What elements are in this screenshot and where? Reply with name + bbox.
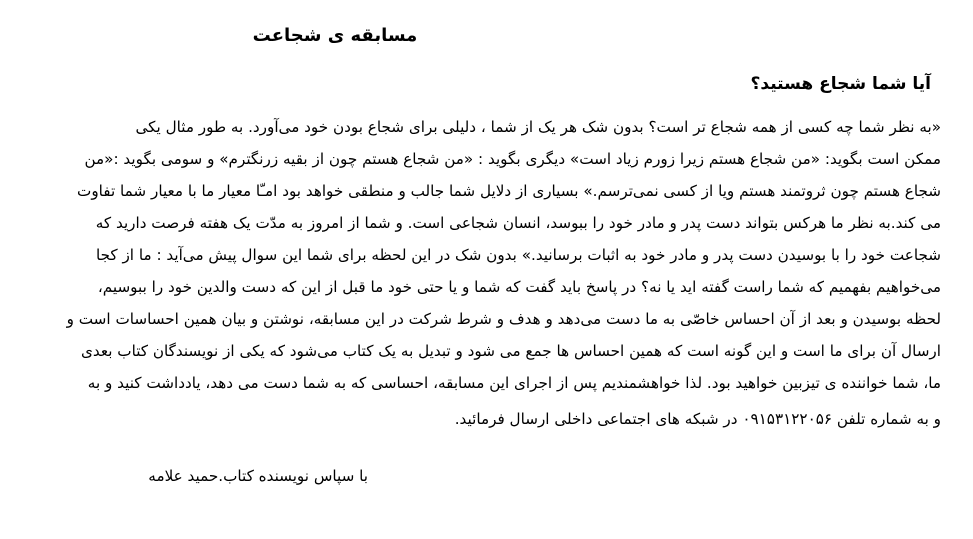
paragraph-line: شجاعت خود را با بوسیدن دست پدر و مادر خود به اثبات برسانید.» بدون شک در این لحظه برای شما این سوال پیش می‌آید : ما از کجا: [95, 246, 941, 264]
paragraph-line: می کند.به نظر ما هرکس بتواند دست پدر و مادر خود را ببوسد، انسان شجاعی است. و شما از امروز به مدّت یک هفته فرصت دارید که: [95, 214, 941, 232]
paragraph-line: می‌خواهیم بفهمیم که شما راست گفته اید یا نه؟ در پاسخ باید گفت که شما و یا حتی خود ما قبل از این که دست والدین خود را ببوسیم،: [97, 278, 941, 296]
signature: با سپاس نویسنده کتاب.حمید علامه: [148, 467, 368, 485]
paragraph-line: شجاع هستم چون ثروتمند هستم ویا از کسی نمی‌ترسم.» بسیاری از دلایل شما جالب و منطقی خواهد بود امـّا معیار ما با معیار شما تفاوت: [77, 182, 941, 200]
paragraph-line: لحظه بوسیدن و بعد از آن احساس خاصّی به ما دست می‌دهد و هدف و شرط شرکت در این مسابقه، نوشتن و بیان همین احساسات است و: [66, 310, 941, 328]
page-title: مسابقه ی شجاعت: [252, 25, 418, 46]
paragraph-line: «به نظر شما چه کسی از همه شجاع تر است؟ بدون شک هر یک از شما ، دلیلی برای شجاع بودن خود می‌آورد. به طور مثال یکی: [135, 118, 941, 136]
paragraph-line-last: و به شماره تلفن ۰۹۱۵۳۱۲۲۰۵۶ در شبکه های اجتماعی داخلی ارسال فرمائید.: [454, 410, 941, 428]
paragraph-line: ارسال آن برای ما است و این گونه است که همین احساس ها جمع می شود و تبدیل به یک کتاب می‌شود که یکی از نویسندگان کتاب بعدی: [81, 342, 941, 360]
paragraph-line: ما، شما خواننده ی تیزبین خواهید بود. لذا خواهشمندیم پس از اجرای این مسابقه، احساسی که به شما دست می دهد، یادداشت کنید و به: [87, 374, 941, 392]
question-heading: آیا شما شجاع هستید؟: [750, 74, 931, 94]
paragraph-line: ممکن است بگوید: «من شجاع هستم زیرا زورم زیاد است» دیگری بگوید : «من شجاع هستم چون از بقیه زرنگترم» و سومی بگوید :«من: [84, 150, 941, 168]
